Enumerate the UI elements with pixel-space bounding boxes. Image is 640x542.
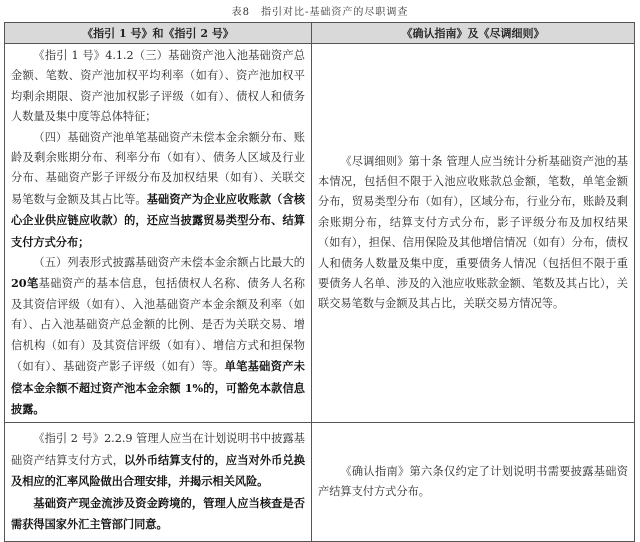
plain-text: 《指引 1 号》4.1.2（三）基础资产池入池基础资产总金额、笔数、资产池加权平均利率（如有）、资产池加权平均剩余期限、资产池加权影子评级（如有）、债权人和债务人数量及集中度等总体特征； xyxy=(11,49,305,124)
table-caption: 表8 指引对比-基础资产的尽职调查 xyxy=(231,7,409,18)
paragraph xyxy=(11,429,305,492)
comparison-table xyxy=(4,22,635,542)
header-confirm-guide-due-diligence: 《确认指南》及《尽调细则》 xyxy=(312,23,635,44)
plain-text: （五）列表形式披露基础资产未偿本金余额占比最大的 xyxy=(33,256,305,270)
bold-text: 单笔基础资产未偿本金余额不超过资产池本金余额 1%的，可豁免本款信息披露。 xyxy=(11,359,305,416)
paragraph xyxy=(11,493,305,536)
paragraph: 《确认指南》第六条仅约定了计划说明书需要披露基础资产结算支付方式分布。 xyxy=(318,464,628,499)
paragraph xyxy=(11,128,305,253)
bold-text: 基础资产现金流涉及资金跨境的，管理人应当核查是否需获得国家外汇主管部门同意。 xyxy=(11,495,305,531)
row1-right-cell xyxy=(312,44,635,423)
row1-left-cell xyxy=(5,44,312,423)
table-header-row xyxy=(5,23,635,44)
paragraph: 《尽调细则》第十条 管理人应当统计分析基础资产池的基本情况，包括但不限于入池应收账款总金额，笔数，单笔金额分布，贸易类型分布（如有），区域分布，行业分布，账龄及剩余账期分布，结算支付方式分布，影子评级分布及加权结果（如有），担保、信用保险及其他增信情况（如有）分布，债权人和债务人数量及集中度，重要债务人情况（包括但不限于重要债务人名单、涉及的入池应收账款金额、笔数及其占比），关联交易笔数与金额及其占比，关联交易方情况等。 xyxy=(318,154,628,311)
table-row xyxy=(5,44,635,423)
bold-text: 基础资产为企业应收账款（含核心企业供应链应收款）的，还应当披露贸易类型分布、结算支付方式分布； xyxy=(11,191,305,249)
header-guideline-1-2: 《指引 1 号》和《指引 2 号》 xyxy=(5,23,312,44)
row2-left-cell xyxy=(5,423,312,542)
plain-text: 基础资产的基本信息，包括债权人名称、债务人名称及其资信评级（如有）、入池基础资产本金余额及利率（如有）、占入池基础资产总金额的比例、是否为关联交易、增信机构（如有）及其资信评级（如有）、增信方式和担保物（如有）、基础资产影子评级（如有）等。 xyxy=(11,277,305,374)
paragraph xyxy=(11,253,305,420)
table-row xyxy=(5,423,635,542)
row2-right-cell xyxy=(312,423,635,542)
bold-text: 以外币结算支付的，应当对外币兑换及相应的汇率风险做出合理安排，并揭示相关风险。 xyxy=(11,452,305,489)
plain-text: 《指引 2 号》2.2.9 管理人应当在计划说明书中披露基础资产结算支付方式， xyxy=(11,432,305,467)
bold-text: 20笔 xyxy=(11,276,39,291)
paragraph xyxy=(11,46,305,128)
plain-text: （四）基础资产池单笔基础资产未偿本金余额分布、账龄及剩余账期分布、利率分布（如有）、债务人区域及行业分布、基础资产影子评级分布及加权结果（如有）、关联交易笔数与金额及其占比等。 xyxy=(11,130,305,206)
